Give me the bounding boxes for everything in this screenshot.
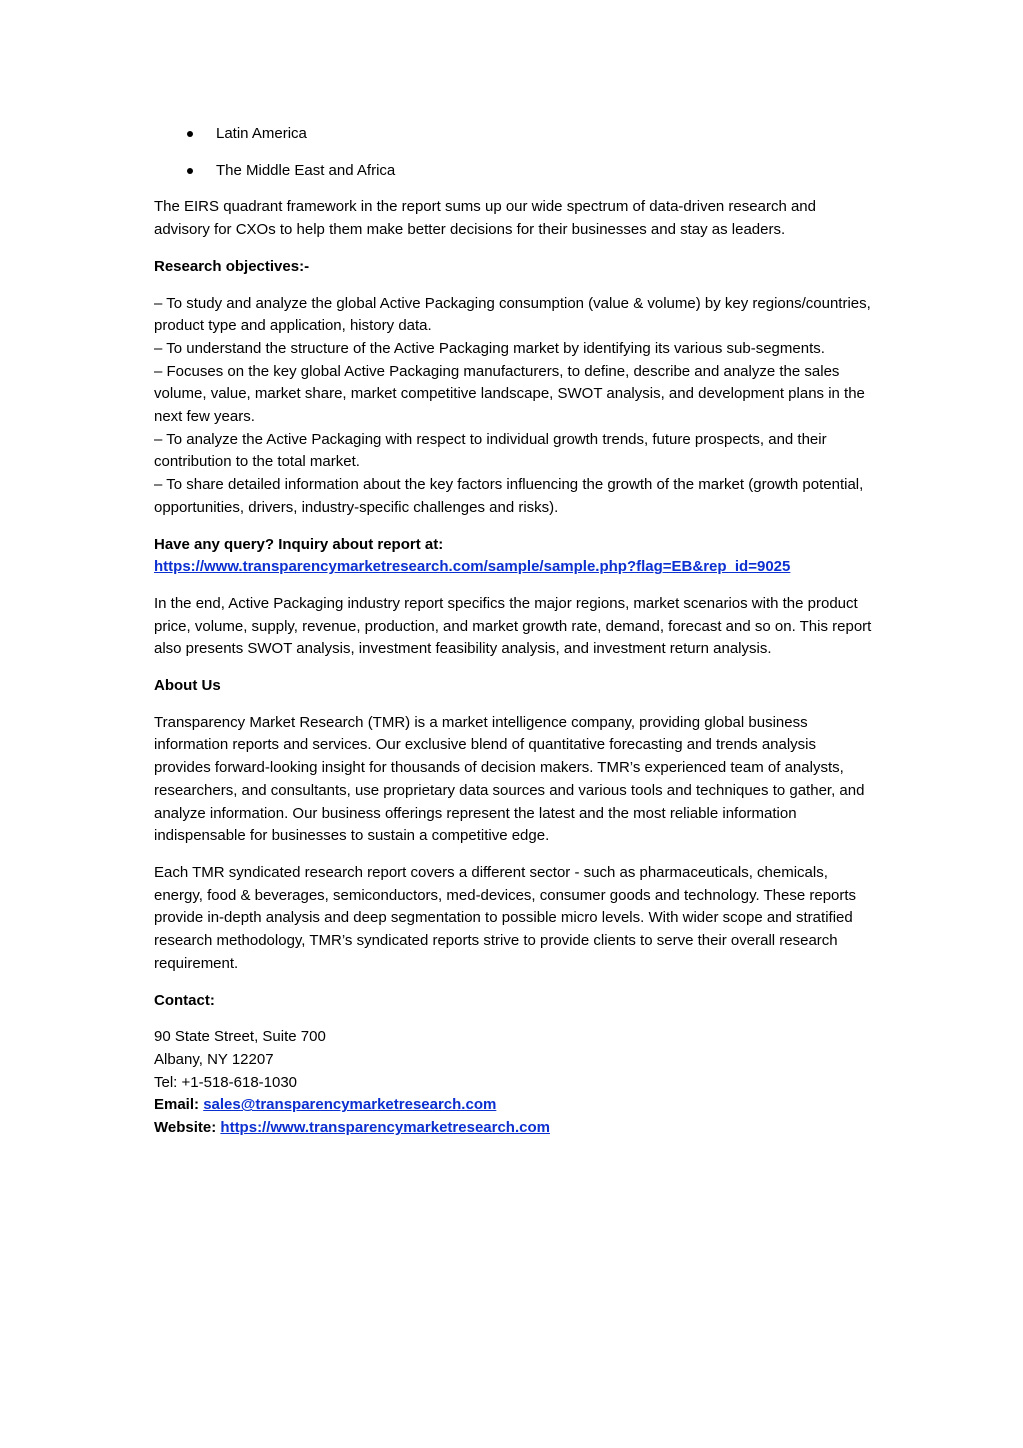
website-link[interactable]: https://www.transparencymarketresearch.com bbox=[220, 1119, 550, 1137]
contact-heading: Contact: bbox=[154, 991, 215, 1009]
region-label: Latin America bbox=[216, 125, 307, 142]
objective-item: – Focuses on the key global Active Packaging manufacturers, to define, describe and analyze the sales volume, value, market share, market competitive landscape, SWOT analysis, and development plans in the next few years. bbox=[154, 362, 865, 426]
objectives-heading: Research objectives:- bbox=[154, 257, 310, 275]
region-list bbox=[154, 123, 874, 182]
website-line bbox=[154, 1117, 874, 1140]
email-label: Email: bbox=[154, 1096, 200, 1114]
conclusion-paragraph: In the end, Active Packaging industry report specifics the major regions, market scenarios with the product price, volume, supply, revenue, production, and market growth rate, demand, forecast and so on. This report also presents SWOT analysis, investment feasibility analysis, and investment return analysis. bbox=[154, 594, 872, 658]
email-line bbox=[154, 1094, 874, 1117]
about-paragraph: Each TMR syndicated research report covers a different sector - such as pharmaceuticals, chemicals, energy, food & beverages, semiconductors, med-devices, consumer goods and technology. These reports provide in-depth analysis and deep segmentation to possible micro levels. With wider scope and stratified research methodology, TMR’s syndicated reports strive to provide clients to serve their overall research requirement. bbox=[154, 863, 857, 972]
bullet-icon bbox=[187, 131, 193, 137]
inquiry-block bbox=[154, 534, 874, 579]
website-label: Website: bbox=[154, 1119, 217, 1137]
about-heading: About Us bbox=[154, 677, 221, 695]
region-label: The Middle East and Africa bbox=[216, 161, 396, 179]
document-page bbox=[154, 123, 874, 1140]
intro-paragraph: The EIRS quadrant framework in the report sums up our wide spectrum of data-driven research and advisory for CXOs to help them make better decisions for their businesses and stay as leaders. bbox=[154, 198, 816, 239]
inquiry-link[interactable]: https://www.transparencymarketresearch.com/sample/sample.php?flag=EB&rep_id=9025 bbox=[154, 558, 791, 576]
list-item bbox=[154, 160, 874, 183]
objectives-list bbox=[154, 293, 874, 520]
list-item bbox=[154, 123, 874, 146]
objective-item: – To study and analyze the global Active Packaging consumption (value & volume) by key regions/countries, product type and application, history data. bbox=[154, 294, 871, 335]
objective-item: – To share detailed information about the key factors influencing the growth of the market (growth potential, opportunities, drivers, industry-specific challenges and risks). bbox=[154, 476, 864, 516]
phone-line: Tel: +1-518-618-1030 bbox=[154, 1073, 298, 1091]
inquiry-heading: Have any query? Inquiry about report at: bbox=[154, 535, 444, 553]
contact-block bbox=[154, 1026, 874, 1140]
address-line: Albany, NY 12207 bbox=[154, 1050, 274, 1068]
email-link[interactable]: sales@transparencymarketresearch.com bbox=[203, 1096, 497, 1114]
about-paragraph: Transparency Market Research (TMR) is a market intelligence company, providing global business information reports and services. Our exclusive blend of quantitative forecasting and trends analysis provides forward-looking insight for thousands of decision makers. TMR’s experienced team of analysts, researchers, and consultants, use proprietary data sources and various tools and techniques to gather, and analyze information. Our business offerings represent the latest and the most reliable information indispensable for businesses to sustain a competitive edge. bbox=[154, 713, 865, 845]
objective-item: – To analyze the Active Packaging with respect to individual growth trends, future prospects, and their contribution to the total market. bbox=[154, 430, 827, 471]
bullet-icon bbox=[187, 168, 193, 174]
address-line: 90 State Street, Suite 700 bbox=[154, 1028, 326, 1046]
objective-item: – To understand the structure of the Active Packaging market by identifying its various sub-segments. bbox=[154, 339, 825, 357]
